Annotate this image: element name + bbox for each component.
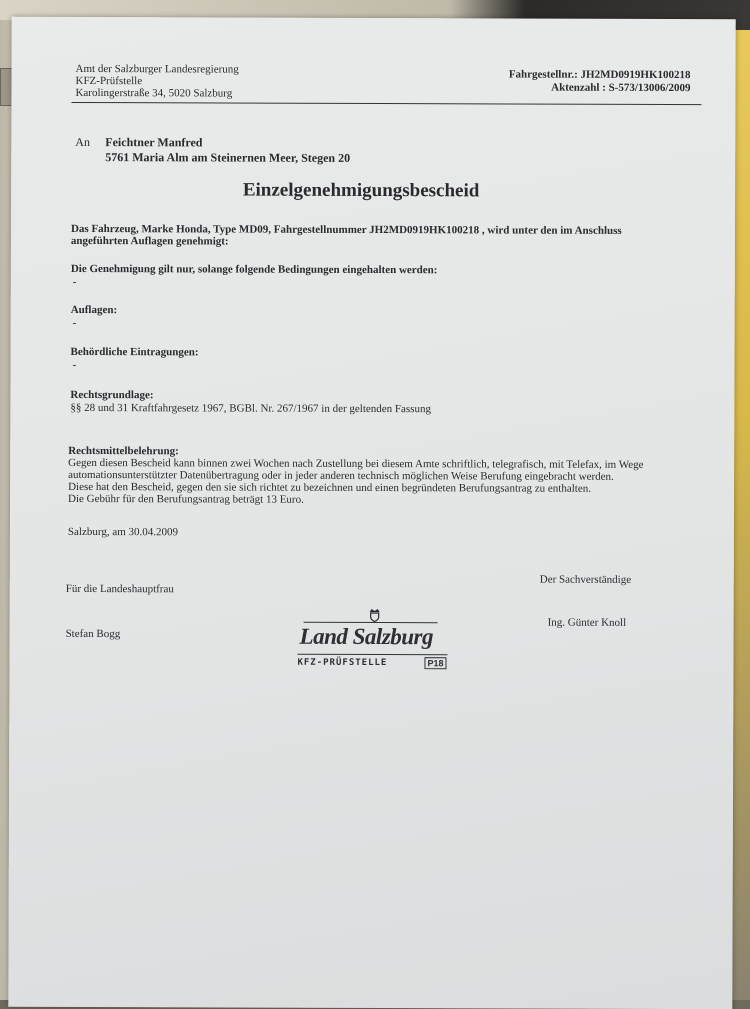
- legal-basis-heading: Rechtsgrundlage:: [70, 388, 154, 402]
- stamp-department: KFZ-PRÜFSTELLE: [297, 657, 388, 669]
- stamp-brand: Land Salzburg: [299, 623, 434, 650]
- authority-line-3: Karolingerstraße 34, 5020 Salzburg: [75, 86, 233, 100]
- conditions-body: -: [72, 275, 77, 288]
- header-rule: [71, 102, 701, 105]
- legal-basis-body: §§ 28 und 31 Kraftfahrgesetz 1967, BGBl. Nr. 267/1967 in der geltenden Fassung: [70, 401, 431, 416]
- appeal-line-1: Gegen diesen Bescheid kann binnen zwei Wochen nach Zustellung bei diesem Amte schriftlich, telegrafisch, mit Telefax, im Wege: [68, 456, 644, 471]
- recipient-name: Feichtner Manfred: [105, 135, 203, 150]
- appeal-line-2: automationsunterstützter Datenübertragung oder in jeder anderen technisch möglichen Weise Berufung eingebracht werden.: [68, 468, 614, 483]
- left-signatory-name: Stefan Bogg: [65, 627, 121, 641]
- requirements-heading: Auflagen:: [70, 303, 118, 317]
- place-date: Salzburg, am 30.04.2009: [67, 525, 179, 539]
- stamp-bottom-rule: [298, 654, 448, 656]
- conditions-heading: Die Genehmigung gilt nur, solange folgende Bedingungen eingehalten werden:: [70, 262, 438, 277]
- official-stamp: [287, 608, 457, 679]
- left-signatory-role: Für die Landeshauptfrau: [65, 582, 174, 596]
- appeal-heading: Rechtsmittelbelehrung:: [68, 444, 179, 458]
- crest-icon: [368, 608, 382, 622]
- right-signatory-name: Ing. Günter Knoll: [547, 616, 627, 629]
- official-entries-heading: Behördliche Eintragungen:: [70, 345, 199, 359]
- stamp-number: P18: [424, 657, 446, 669]
- file-number: Aktenzahl : S-573/13006/2009: [551, 81, 691, 95]
- document-page: [8, 17, 735, 1009]
- official-entries-body: -: [72, 358, 77, 371]
- chassis-number: Fahrgestellnr.: JH2MD0919HK100218: [508, 68, 691, 82]
- authority-line-1: Amt der Salzburger Landesregierung: [75, 62, 239, 76]
- intro-line-2: angeführten Auflagen genehmigt:: [70, 234, 229, 248]
- recipient-address: 5761 Maria Alm am Steinernen Meer, Stegen 20: [105, 150, 351, 165]
- intro-line-1: Das Fahrzeug, Marke Honda, Type MD09, Fahrgestellnummer JH2MD0919HK100218 , wird unter den im Anschluss: [70, 222, 622, 237]
- appeal-line-4: Die Gebühr für den Berufungsantrag beträgt 13 Euro.: [68, 492, 304, 506]
- authority-line-2: KFZ-Prüfstelle: [75, 74, 143, 88]
- appeal-line-3: Diese hat den Bescheid, gegen den sie sich richtet zu bezeichnen und einen begründeten Berufungsantrag zu enthalten.: [68, 480, 592, 495]
- requirements-body: -: [72, 316, 77, 329]
- document-title: Einzelgenehmigungsbescheid: [242, 179, 480, 202]
- recipient-prefix: An: [75, 134, 90, 150]
- right-signatory-role: Der Sachverständige: [539, 573, 632, 586]
